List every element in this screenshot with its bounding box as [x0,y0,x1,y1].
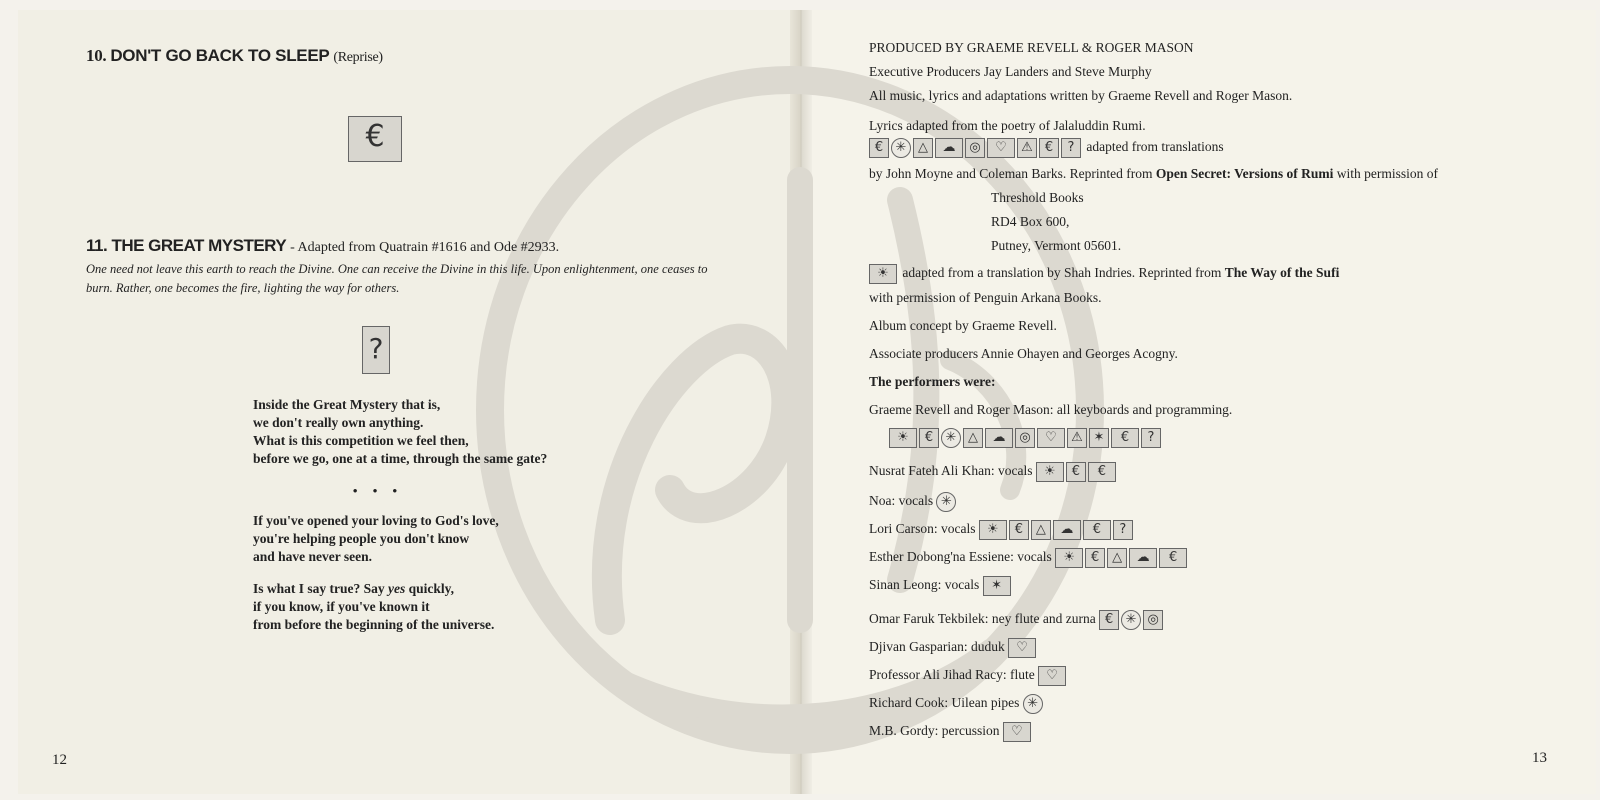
question-mark-icon: ? [362,326,390,374]
cloud-icon: ☁ [1053,520,1081,540]
eye-triangle-icon: △ [963,428,983,448]
credit-text: adapted from a translation by Shah Indries. Reprinted from [902,265,1225,281]
performer-label: Professor Ali Jihad Racy: flute [869,667,1035,683]
warning-triangle-icon: ⚠ [1017,138,1037,158]
spiral-icon: ◎ [965,138,985,158]
sun-icon: ☀ [1036,462,1064,482]
performer-label: Richard Cook: Uilean pipes [869,695,1020,711]
question-mark-icon: ? [1061,138,1081,158]
poem-stanza-2 [253,512,613,566]
adapted-translations-text: adapted from translations [1086,139,1224,155]
sun-icon: ☀ [1055,548,1083,568]
performer-label: Nusrat Fateh Ali Khan: vocals [869,463,1033,479]
album-concept: Album concept by Graeme Revell. [869,318,1057,333]
poem-line: before we go, one at a time, through the same gate? [253,451,548,466]
poem-line: Is what I say true? Say [253,581,389,596]
wheel-icon: ✳ [1121,610,1141,630]
song-11-description: One need not leave this earth to reach the Divine. One can receive the Divine in this life. Upon enlightenment, one ceases to burn. Rather, one becomes the fire, lighting the way for others. [86,262,708,295]
performer-label: Noa: vocals [869,493,934,509]
translation-symbols-row [869,138,1224,158]
performer-label: Omar Faruk Tekbilek: ney flute and zurna [869,611,1096,627]
performer-label: Esther Dobong'na Essiene: vocals [869,549,1052,565]
crescent-icon: € [1066,462,1086,482]
performer-row [869,548,1189,568]
shah-credit [869,264,1339,284]
performer-row [869,666,1068,686]
song-10-symbol [348,116,404,162]
performer-label: Djivan Gasparian: duduk [869,639,1005,655]
crescent-icon: € [869,138,889,158]
book-title-way-of-sufi: The Way of the Sufi [1224,265,1340,281]
poem-stanza-3 [253,580,613,634]
eye-triangle-icon: △ [1107,548,1127,568]
produced-by: PRODUCED BY GRAEME REVELL & ROGER MASON [869,40,1194,55]
crescent-icon: € [1099,610,1119,630]
crescent-icon: € [1159,548,1187,568]
crescent-icon: € [1085,548,1105,568]
performer-label: Sinan Leong: vocals [869,577,980,593]
poem-line: if you know, if you've known it [253,599,430,614]
performers-heading [869,374,995,390]
associate-producers: Associate producers Annie Ohayen and Georges Acogny. [869,346,1178,361]
penguin-credit: with permission of Penguin Arkana Books. [869,290,1102,305]
keyboards-symbols-row [889,428,1163,448]
publisher-address-1: RD4 Box 600, [991,214,1070,229]
poem-line: Inside the Great Mystery that is, [253,397,441,412]
song-10-heading [86,46,766,66]
wheel-icon: ✳ [891,138,911,158]
book-title-open-secret: Open Secret: Versions of Rumi [1155,166,1334,181]
performers-heading-text: The performers were: [869,374,996,389]
page-number-right: 13 [1532,750,1547,766]
cloud-icon: ☁ [985,428,1013,448]
hearts-icon: ♡ [1008,638,1036,658]
crescent-icon: € [1039,138,1059,158]
moyne-barks-credit [869,166,1438,182]
question-mark-icon: ? [1113,520,1133,540]
sun-icon: ☀ [869,264,897,284]
crescent-icon: € [1088,462,1116,482]
palm-icon: ✶ [1089,428,1109,448]
palm-icon: ✶ [983,576,1011,596]
poem [253,396,613,648]
performer-row [869,492,958,512]
executive-producers: Executive Producers Jay Landers and Steve Murphy [869,64,1152,79]
crescent-icon: € [919,428,939,448]
cloud-icon: ☁ [935,138,963,158]
performer-row [869,462,1118,482]
publisher-address-2: Putney, Vermont 05601. [991,238,1122,253]
question-mark-icon: ? [1141,428,1161,448]
song-11-section [86,236,766,298]
performer-label: M.B. Gordy: percussion [869,723,1000,739]
song-11-heading [86,236,766,256]
eye-triangle-icon: △ [913,138,933,158]
crescent-icon: € [348,116,402,162]
poem-emphasis: yes [388,581,406,596]
song-11-number: 11. [86,236,108,255]
poem-line: you're helping people you don't know [253,531,470,546]
wheel-icon: ✳ [941,428,961,448]
performer-row [869,694,1045,714]
keyboards-credit: Graeme Revell and Roger Mason: all keyboards and programming. [869,402,1233,417]
performer-row [869,520,1135,540]
song-11-adapted: - Adapted from Quatrain #1616 and Ode #2933. [290,240,560,255]
hearts-icon: ♡ [987,138,1015,158]
song-10-title: DON'T GO BACK TO SLEEP [110,46,330,65]
crescent-icon: € [1111,428,1139,448]
performer-row [869,722,1033,742]
poem-line: If you've opened your loving to God's love, [253,513,499,528]
hearts-icon: ♡ [1037,428,1065,448]
hearts-icon: ♡ [1003,722,1031,742]
spiral-icon: ◎ [1015,428,1035,448]
crescent-icon: € [1009,520,1029,540]
performer-row [869,638,1038,658]
poem-stanza-1 [253,396,613,468]
all-music-credit: All music, lyrics and adaptations written by Graeme Revell and Roger Mason. [869,88,1293,103]
eye-triangle-icon: △ [1031,520,1051,540]
wheel-icon: ✳ [936,492,956,512]
credit-text: by John Moyne and Coleman Barks. Reprinted from [869,166,1156,181]
song-11-title: THE GREAT MYSTERY [111,236,286,255]
poem-line: and have never seen. [253,549,373,564]
performer-row [869,610,1165,630]
credit-text: with permission of [1333,166,1438,181]
crescent-icon: € [1083,520,1111,540]
poem-line: we don't really own anything. [253,415,424,430]
song-11-symbol [362,326,392,374]
song-10-subtitle: (Reprise) [333,50,383,65]
page-number-left: 12 [52,752,67,768]
poem-separator: • • • [352,483,404,498]
sun-icon: ☀ [889,428,917,448]
cloud-icon: ☁ [1129,548,1157,568]
publisher-name: Threshold Books [991,190,1084,205]
sun-icon: ☀ [979,520,1007,540]
lyrics-credit: Lyrics adapted from the poetry of Jalaluddin Rumi. [869,118,1146,133]
performer-label: Lori Carson: vocals [869,521,976,537]
hearts-icon: ♡ [1038,666,1066,686]
page-gutter [790,10,812,794]
song-10-section [86,46,766,66]
poem-line: from before the beginning of the universe. [253,617,495,632]
spiral-icon: ◎ [1143,610,1163,630]
poem-line: What is this competition we feel then, [253,433,469,448]
warning-triangle-icon: ⚠ [1067,428,1087,448]
poem-line: quickly, [405,581,455,596]
song-10-number: 10. [86,46,107,65]
performer-row [869,576,1013,596]
wheel-icon: ✳ [1023,694,1043,714]
